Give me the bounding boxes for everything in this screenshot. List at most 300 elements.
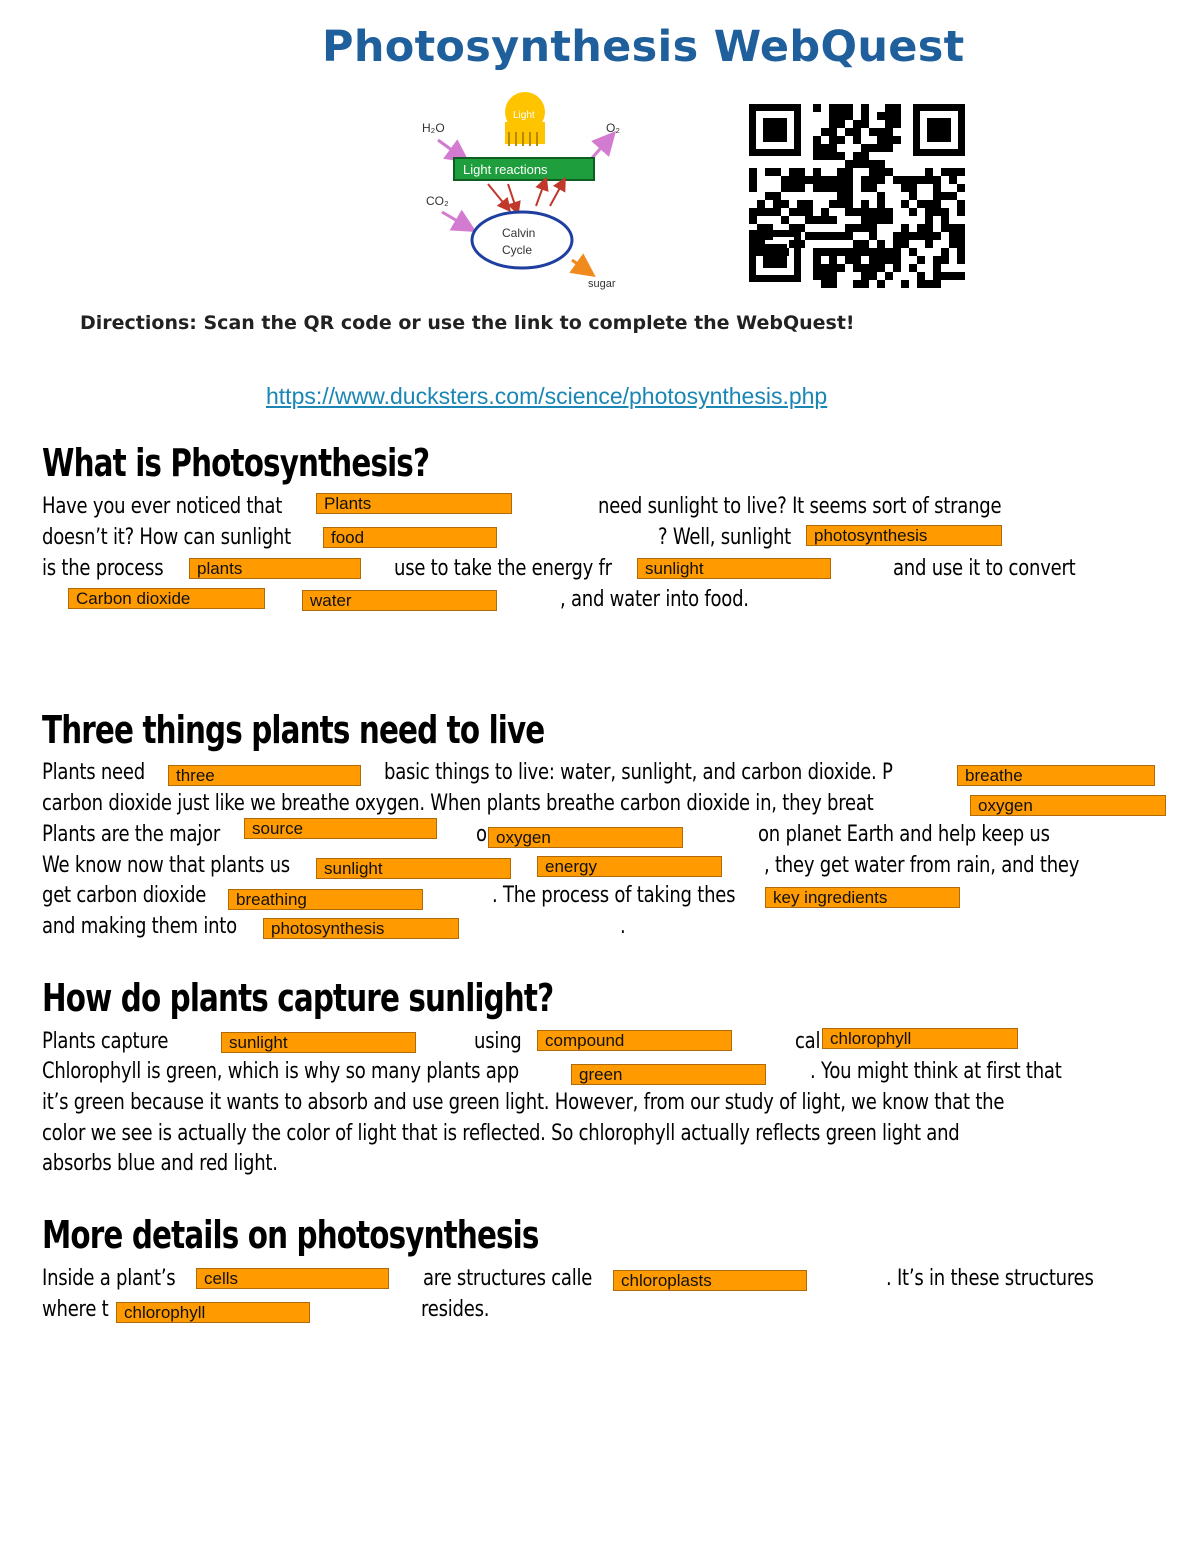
qr-module [949,168,957,176]
reaction-arrow [550,184,562,206]
paragraph-text: and use it to convert [893,556,1076,581]
answer-box[interactable]: compound [537,1030,732,1051]
qr-module [861,144,869,152]
qr-module [805,176,813,184]
qr-module [829,264,837,272]
qr-module [957,208,965,216]
qr-module [941,256,949,264]
sugar-arrow [572,260,586,270]
qr-module [893,104,901,112]
qr-module [893,248,901,256]
o2-arrow [592,140,608,158]
qr-module [853,160,861,168]
qr-module [877,144,885,152]
answer-box[interactable]: chloroplasts [613,1270,807,1291]
answer-box[interactable]: three [168,765,361,786]
qr-module [925,240,933,248]
qr-module [917,176,925,184]
qr-module [861,248,869,256]
answer-box[interactable]: energy [537,856,722,877]
answer-box[interactable]: source [244,818,437,839]
qr-module [917,224,925,232]
qr-module [941,224,949,232]
qr-module [909,192,917,200]
qr-module [869,248,877,256]
qr-module [861,120,869,128]
qr-module [813,232,821,240]
qr-module [885,128,893,136]
qr-module [813,144,821,152]
qr-module [885,216,893,224]
qr-module [821,272,829,280]
qr-module [837,264,845,272]
paragraph-text: on planet Earth and help keep us [758,822,1050,847]
qr-module [957,248,965,256]
paragraph-text: absorbs blue and red light. [42,1151,278,1176]
qr-module [941,216,949,224]
qr-module [885,144,893,152]
paragraph-text: ? Well, sunlight [658,525,791,550]
h2o-arrow [438,140,460,156]
qr-module [837,200,845,208]
qr-module [853,128,861,136]
answer-box[interactable]: sunlight [316,858,511,879]
qr-module [765,168,773,176]
qr-module [925,168,933,176]
qr-module [869,208,877,216]
qr-module [957,168,965,176]
qr-module [821,264,829,272]
qr-module [909,264,917,272]
qr-module [829,184,837,192]
paragraph-text: , they get water from rain, and they [764,853,1080,878]
qr-module [925,232,933,240]
qr-module [813,264,821,272]
calvin-label: Calvin [502,226,536,240]
qr-module [949,232,957,240]
section-heading-more-details: More details on photosynthesis [42,1213,539,1257]
answer-box[interactable]: breathe [957,765,1155,786]
qr-module [949,192,957,200]
qr-module [957,256,965,264]
qr-module [877,280,885,288]
qr-module [877,192,885,200]
directions-text: Directions: Scan the QR code or use the link to complete the WebQuest! [80,312,855,334]
qr-module [821,208,829,216]
qr-module [925,200,933,208]
qr-module [837,112,845,120]
qr-module [821,248,829,256]
qr-module [765,224,773,232]
qr-module [877,208,885,216]
qr-module [797,208,805,216]
paragraph-text: . You might think at first that [810,1059,1062,1084]
paragraph-text: color we see is actually the color of light that is reflected. So chlorophyll actually reflects green light and [42,1121,960,1146]
qr-module [941,272,949,280]
qr-module [957,200,965,208]
qr-module [909,184,917,192]
qr-module [845,224,853,232]
qr-module [829,216,837,224]
qr-module [829,232,837,240]
qr-module [765,248,773,256]
qr-module [877,128,885,136]
qr-module [789,224,797,232]
answer-box[interactable]: key ingredients [765,887,960,908]
qr-module [869,168,877,176]
qr-module [789,208,797,216]
qr-module [797,168,805,176]
qr-module [877,256,885,264]
qr-module [869,128,877,136]
qr-module [933,264,941,272]
paragraph-text: get carbon dioxide [42,883,207,908]
qr-module [805,208,813,216]
qr-module [781,176,789,184]
paragraph-text: Plants are the major [42,822,221,847]
qr-module [885,112,893,120]
qr-module [861,160,869,168]
qr-module [837,152,845,160]
qr-module [957,272,965,280]
qr-module [917,256,925,264]
qr-module [829,256,837,264]
answer-box[interactable]: photosynthesis [263,918,459,939]
qr-module [773,208,781,216]
qr-module [821,184,829,192]
qr-module [853,120,861,128]
qr-module [853,152,861,160]
paragraph-text: need sunlight to live? It seems sort of strange [598,494,1002,519]
qr-module [805,232,813,240]
qr-module [885,256,893,264]
qr-module [845,232,853,240]
qr-module [861,272,869,280]
qr-module [925,176,933,184]
paragraph-text: carbon dioxide just like we breathe oxygen. When plants breathe carbon dioxide in, they breat [42,791,874,816]
qr-module [789,184,797,192]
qr-module [821,128,829,136]
qr-module [877,160,885,168]
reaction-arrow [508,184,516,208]
h2o-label: H₂O [422,121,445,135]
qr-module [909,208,917,216]
qr-module [909,248,917,256]
qr-module [877,112,885,120]
worksheet-title: Photosynthesis WebQuest [322,22,965,72]
qr-module [885,120,893,128]
answer-box[interactable]: cells [196,1268,389,1289]
paragraph-text: is the process [42,556,164,581]
qr-module [861,280,869,288]
paragraph-text: Plants need [42,760,145,785]
qr-module [773,192,781,200]
qr-module [893,240,901,248]
answer-box[interactable]: Plants [316,493,512,514]
qr-module [821,216,829,224]
qr-module [893,176,901,184]
qr-module [829,176,837,184]
qr-module [837,192,845,200]
qr-module [949,224,957,232]
qr-module [845,208,853,216]
paragraph-text: cal [795,1029,821,1054]
qr-module [757,208,765,216]
qr-module [845,184,853,192]
qr-module [845,200,853,208]
qr-module [869,256,877,264]
qr-module [757,240,765,248]
qr-module [845,112,853,120]
qr-module [933,208,941,216]
qr-module [949,240,957,248]
qr-module [805,216,813,224]
qr-module [901,280,909,288]
paragraph-text: . It’s in these structures [886,1266,1094,1291]
qr-module [941,168,949,176]
qr-module [853,224,861,232]
answer-box[interactable]: chlorophyll [116,1302,310,1323]
sugar-label: sugar [588,278,616,290]
qr-module [813,168,821,176]
qr-module [781,200,789,208]
qr-module [869,176,877,184]
qr-module [877,216,885,224]
qr-module [893,264,901,272]
qr-module [933,256,941,264]
qr-module [941,192,949,200]
qr-module [901,200,909,208]
qr-module [765,192,773,200]
qr-module [789,176,797,184]
qr-module [893,120,901,128]
o2-label: O₂ [606,121,620,135]
qr-module [845,192,853,200]
qr-module [797,240,805,248]
qr-module [797,200,805,208]
qr-module [901,184,909,192]
qr-module [845,128,853,136]
paragraph-text: where t [42,1297,109,1322]
answer-box[interactable]: Carbon dioxide [68,588,265,609]
qr-module [861,240,869,248]
qr-module [829,136,837,144]
qr-module [749,248,757,256]
light-reactions-label: Light reactions [463,162,548,177]
qr-module [885,136,893,144]
qr-module [925,224,933,232]
qr-module [949,272,957,280]
qr-module [957,224,965,232]
qr-module [829,104,837,112]
qr-module [869,264,877,272]
qr-module [933,200,941,208]
qr-module [869,232,877,240]
qr-module [821,232,829,240]
qr-module [861,152,869,160]
answer-box[interactable]: sunlight [637,558,831,579]
answer-box[interactable]: oxygen [970,795,1166,816]
paragraph-text: it’s green because it wants to absorb and use green light. However, from our study of light, we know that the [42,1090,1005,1115]
qr-module [861,176,869,184]
qr-module [933,176,941,184]
qr-module [749,232,757,240]
reaction-arrow [488,184,506,206]
qr-module [877,264,885,272]
qr-module [861,224,869,232]
qr-module [765,232,773,240]
qr-module [861,200,869,208]
paragraph-text: Have you ever noticed that [42,494,283,519]
qr-module [917,200,925,208]
qr-module [925,208,933,216]
paragraph-text: using [474,1029,522,1054]
qr-module [845,256,853,264]
paragraph-text: basic things to live: water, sunlight, and carbon dioxide. P [384,760,893,785]
qr-module [893,112,901,120]
qr-module [885,272,893,280]
paragraph-text: We know now that plants us [42,853,290,878]
qr-module [805,200,813,208]
qr-module [869,160,877,168]
qr-module [893,256,901,264]
qr-module [813,176,821,184]
qr-module [885,168,893,176]
qr-module [941,248,949,256]
qr-module [797,224,805,232]
qr-module [829,248,837,256]
qr-module [813,256,821,264]
qr-module [933,192,941,200]
qr-module [757,224,765,232]
qr-module [773,248,781,256]
qr-module [837,104,845,112]
qr-module [749,240,757,248]
qr-module [813,136,821,144]
cycle-label: Cycle [502,243,533,257]
qr-module [789,168,797,176]
answer-box[interactable]: plants [189,558,361,579]
co2-label: CO₂ [426,194,449,208]
answer-box[interactable]: green [571,1064,766,1085]
answer-box[interactable]: breathing [228,889,423,910]
qr-module [885,104,893,112]
qr-module [773,200,781,208]
qr-module [813,152,821,160]
qr-module [933,280,941,288]
qr-module [933,184,941,192]
qr-module [941,208,949,216]
qr-module [821,152,829,160]
qr-module [781,248,789,256]
qr-module [917,272,925,280]
section-heading-what-is-photosynthesis: What is Photosynthesis? [42,441,430,485]
qr-module [797,184,805,192]
qr-module [765,208,773,216]
paragraph-text: Plants capture [42,1029,169,1054]
qr-module [853,240,861,248]
qr-module [853,248,861,256]
qr-module [885,248,893,256]
paragraph-text: o [476,822,487,847]
paragraph-text: doesn’t it? How can sunlight [42,525,291,550]
qr-module [861,208,869,216]
qr-module [957,184,965,192]
qr-module [821,176,829,184]
qr-module [837,120,845,128]
qr-module [893,232,901,240]
qr-module [909,232,917,240]
qr-module [853,264,861,272]
calvin-cycle-circle [472,212,572,268]
photosynthesis-diagram [410,92,640,297]
webquest-link[interactable]: https://www.ducksters.com/science/photosynthesis.php [266,383,828,409]
section-heading-three-things: Three things plants need to live [42,708,545,752]
qr-module [901,176,909,184]
qr-module [877,248,885,256]
qr-module [837,136,845,144]
qr-module [837,176,845,184]
qr-module [869,216,877,224]
paragraph-text: . [620,914,626,939]
paragraph-text: are structures calle [423,1266,593,1291]
qr-module [853,136,861,144]
qr-module [829,128,837,136]
answer-box[interactable]: chlorophyll [822,1028,1018,1049]
qr-module [957,232,965,240]
qr-module [901,224,909,232]
qr-module [861,264,869,272]
qr-module [821,280,829,288]
qr-module [845,104,853,112]
qr-module [869,184,877,192]
paragraph-text: and making them into [42,914,237,939]
qr-module [829,144,837,152]
qr-module [917,280,925,288]
answer-box[interactable]: sunlight [221,1032,416,1053]
answer-box[interactable]: oxygen [488,827,683,848]
qr-module [957,240,965,248]
paragraph-text: use to take the energy fr [394,556,612,581]
qr-module [837,232,845,240]
qr-module [837,248,845,256]
answer-box[interactable]: photosynthesis [806,525,1002,546]
qr-code[interactable] [735,90,977,302]
paragraph-text: Inside a plant’s [42,1266,176,1291]
qr-module [829,200,837,208]
answer-box[interactable]: food [323,527,497,548]
qr-module [925,280,933,288]
qr-module [877,136,885,144]
qr-module [845,168,853,176]
answer-box[interactable]: water [302,590,497,611]
qr-module [933,272,941,280]
qr-module [813,184,821,192]
qr-module [893,136,901,144]
qr-module [877,200,885,208]
qr-module [909,176,917,184]
qr-module [845,248,853,256]
co2-arrow [442,212,466,226]
qr-module [933,232,941,240]
section-heading-capture-sunlight: How do plants capture sunlight? [42,976,554,1020]
qr-module [749,184,757,192]
qr-module [813,272,821,280]
qr-module [861,104,869,112]
qr-module [813,216,821,224]
qr-module [757,232,765,240]
qr-module [861,184,869,192]
